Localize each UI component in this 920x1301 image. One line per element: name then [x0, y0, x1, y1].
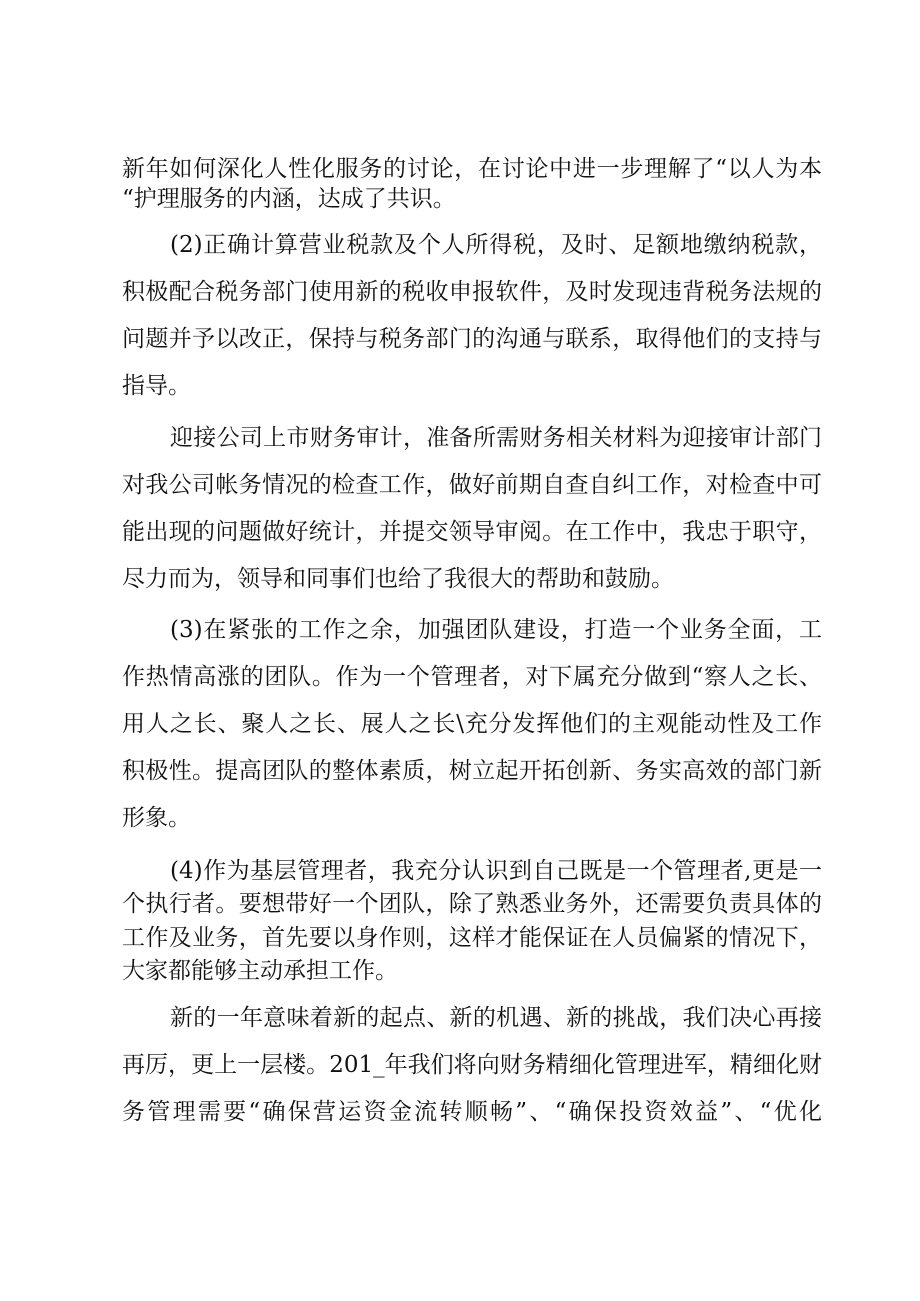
text-line: 新年如何深化人性化服务的讨论，在讨论中进一步理解了“以人为本 — [122, 156, 822, 182]
text-line: 形象。 — [122, 805, 191, 831]
text-line: 大家都能够主动承担工作。 — [122, 958, 398, 984]
text-line: (2)正确计算营业税款及个人所得税，及时、足额地缴纳税款， — [170, 232, 822, 258]
text-line: 用人之长、聚人之长、展人之长\充分发挥他们的主观能动性及工作 — [122, 711, 822, 737]
text-line: 积极性。提高团队的整体素质，树立起开拓创新、务实高效的部门新 — [122, 758, 822, 784]
text-line: 指导。 — [122, 373, 191, 399]
text-line: 再厉，更上一层楼。201_年我们将向财务精细化管理进军，精细化财 — [122, 1052, 822, 1078]
text-line: 个执行者。要想带好一个团队，除了熟悉业务外，还需要负责具体的 — [122, 891, 822, 917]
text-line: (3)在紧张的工作之余，加强团队建设，打造一个业务全面，工 — [170, 617, 822, 643]
text-line: 新的一年意味着新的起点、新的机遇、新的挑战，我们决心再接 — [170, 1005, 822, 1031]
text-line: 问题并予以改正，保持与税务部门的沟通与联系，取得他们的支持与 — [122, 326, 822, 352]
text-line: “护理服务的内涵，达成了共识。 — [122, 186, 456, 212]
text-line: 务管理需要“确保营运资金流转顺畅”、“确保投资效益”、“优化 — [122, 1099, 822, 1125]
text-line: 积极配合税务部门使用新的税收申报软件，及时发现违背税务法规的 — [122, 279, 822, 305]
text-line: (4)作为基层管理者，我充分认识到自己既是一个管理者,更是一 — [170, 858, 822, 884]
text-line: 作热情高涨的团队。作为一个管理者，对下属充分做到“察人之长、 — [122, 664, 822, 690]
text-line: 迎接公司上市财务审计，准备所需财务相关材料为迎接审计部门 — [170, 425, 822, 451]
text-line: 能出现的问题做好统计，并提交领导审阅。在工作中，我忠于职守， — [122, 519, 822, 545]
text-line: 尽力而为，领导和同事们也给了我很大的帮助和鼓励。 — [122, 566, 674, 592]
text-line: 工作及业务，首先要以身作则，这样才能保证在人员偏紧的情况下， — [122, 925, 822, 951]
text-line: 对我公司帐务情况的检查工作，做好前期自查自纠工作，对检查中可 — [122, 472, 822, 498]
